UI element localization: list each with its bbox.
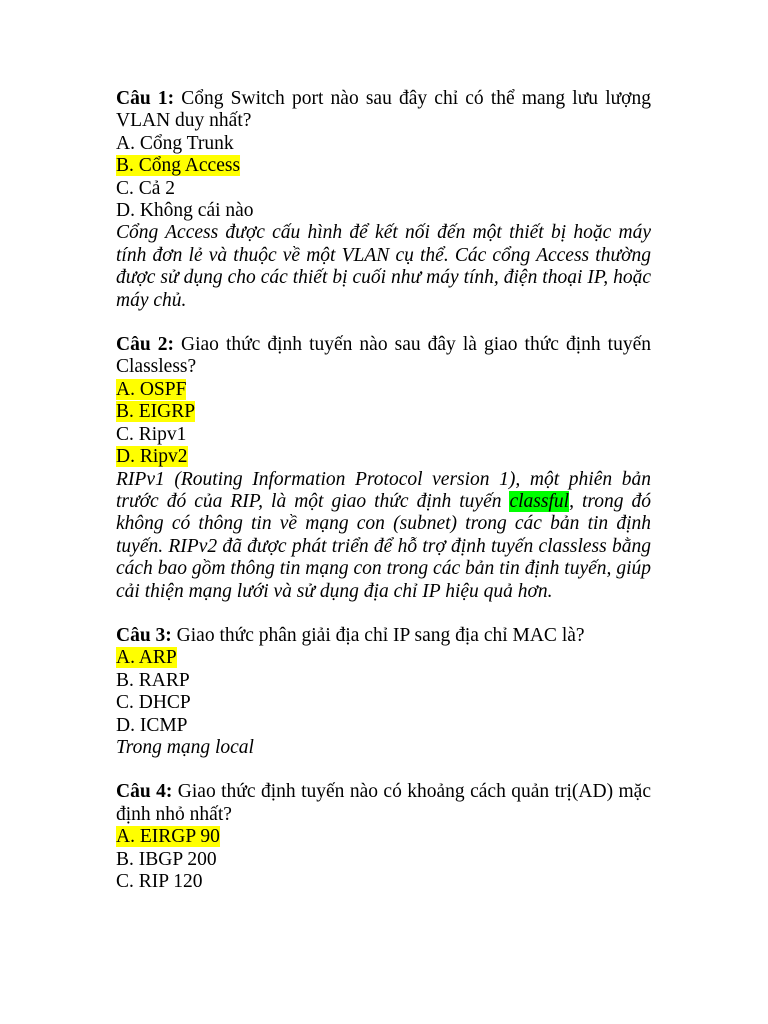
option-text: D. Không cái nào	[116, 200, 254, 222]
option-text: C. Ripv1	[116, 423, 187, 445]
question-1-prompt	[116, 88, 651, 133]
option-text: C. RIP 120	[116, 871, 203, 892]
question-4-prompt	[116, 781, 651, 826]
question-4-option-b	[116, 849, 651, 871]
option-text: A. Cổng Trunk	[116, 132, 234, 154]
option-text: B. RARP	[116, 669, 190, 691]
option-text-highlighted: A. OSPF	[116, 378, 187, 400]
question-1-number: Câu 1:	[116, 88, 175, 109]
question-3-number: Câu 3:	[116, 624, 172, 646]
question-2-prompt	[116, 334, 651, 379]
explanation-text: , trong đó không có thông tin về mạng con (subnet) trong các bản tin định tuyến. RIPv2 đã được phát triển để hỗ trợ định tuyến classless bằng cách bao gồm thông tin mạng con trong các bản tin định tuyến, giúp cải thiện mạng lưới và sử dụng địa chỉ IP hiệu quả hơn.	[116, 490, 651, 602]
option-text-highlighted: B. Cổng Access	[116, 155, 241, 177]
question-4-option-c	[116, 871, 651, 893]
explanation-text: RIPv1 (Routing Information Protocol version 1), một phiên bản trước đó của RIP, là một giao thức định tuyến	[116, 468, 651, 512]
question-2	[116, 334, 651, 603]
question-1-option-c	[116, 178, 651, 200]
question-1-text: Cổng Switch port nào sau đây chỉ có thể mang lưu lượng VLAN duy nhất?	[116, 88, 651, 132]
question-2-option-c	[116, 424, 651, 446]
question-4-text: Giao thức định tuyến nào có khoảng cách quản trị(AD) mặc định nhỏ nhất?	[116, 781, 651, 825]
option-text-highlighted: A. EIRGP 90	[116, 826, 220, 848]
question-3-option-d	[116, 715, 651, 737]
question-2-option-a	[116, 379, 651, 401]
question-2-explanation	[116, 469, 651, 603]
question-3-option-c	[116, 692, 651, 714]
question-1-explanation: Cổng Access được cấu hình để kết nối đến một thiết bị hoặc máy tính đơn lẻ và thuộc về một VLAN cụ thể. Các cổng Access thường được sử dụng cho các thiết bị cuối như máy tính, điện thoại IP, hoặc máy chủ.	[116, 222, 651, 311]
explanation-highlighted-term: classful	[509, 490, 570, 512]
question-1-option-a	[116, 133, 651, 155]
question-3-prompt	[116, 625, 651, 647]
option-text-highlighted: A. ARP	[116, 647, 177, 669]
option-text: D. ICMP	[116, 714, 188, 736]
question-1	[116, 88, 651, 312]
document-page	[116, 88, 651, 915]
question-2-text: Giao thức định tuyến nào sau đây là giao thức định tuyến Classless?	[116, 334, 652, 378]
option-text-highlighted: D. Ripv2	[116, 446, 188, 468]
option-text: B. IBGP 200	[116, 848, 217, 870]
question-3-option-a	[116, 647, 651, 669]
question-1-option-b	[116, 155, 651, 177]
question-3-text: Giao thức phân giải địa chỉ IP sang địa chỉ MAC là?	[171, 624, 585, 646]
question-2-number: Câu 2:	[116, 334, 174, 356]
question-3-option-b	[116, 670, 651, 692]
option-text-highlighted: B. EIGRP	[116, 401, 196, 423]
question-2-option-d	[116, 446, 651, 468]
option-text: C. DHCP	[116, 692, 191, 714]
question-3	[116, 625, 651, 759]
question-3-explanation: Trong mạng local	[116, 736, 254, 758]
question-4-number: Câu 4:	[116, 781, 173, 803]
question-1-option-d	[116, 200, 651, 222]
question-2-option-b	[116, 401, 651, 423]
question-4-option-a	[116, 826, 651, 848]
question-4	[116, 781, 651, 893]
option-text: C. Cả 2	[116, 177, 176, 199]
